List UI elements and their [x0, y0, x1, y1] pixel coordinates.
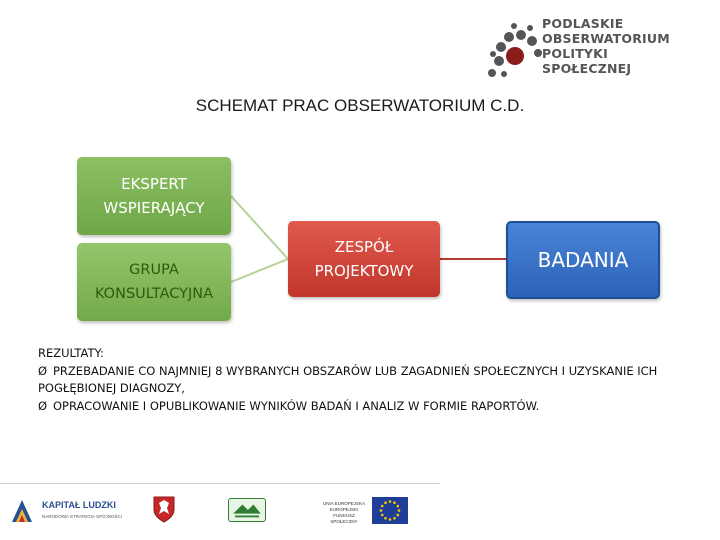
results-heading: REZULTATY: [38, 346, 104, 360]
results-item-text: OPRACOWANIE I OPUBLIKOWANIE WYNIKÓW BADAŃ I ANALIZ W FORMIE RAPORTÓW. [53, 398, 540, 413]
connector-ekspert-to-zespol [231, 196, 288, 259]
logo-line: SPOŁECZNEJ [542, 61, 632, 76]
podlaskie-crest-icon [152, 495, 176, 523]
box-grupa-konsultacyjna [77, 243, 231, 321]
connector-grupa-to-zespol [231, 259, 288, 282]
box-label: GRUPA KONSULTACYJNA [94, 262, 214, 302]
regional-office-logo-icon [228, 498, 266, 522]
kapital-ludzki-title: KAPITAŁ LUDZKI [42, 500, 116, 510]
results-item [38, 363, 678, 398]
box-zespol-projektowy [288, 221, 440, 297]
eu-logo-text: UNIA EUROPEJSKA EUROPEJSKI FUNDUSZ SPOŁECZNY [322, 501, 365, 524]
bullet-arrow-icon: Ø [38, 363, 48, 378]
box-badania [506, 221, 660, 299]
results-item [38, 398, 678, 416]
results-item-text: PRZEBADANIE CO NAJMNIEJ 8 WYBRANYCH OBSZARÓW LUB ZAGADNIEŃ SPOŁECZNYCH I UZYSKANIE ICH POGŁĘBIONEJ DIAGNOZY, [38, 363, 658, 395]
eu-logo [320, 497, 410, 527]
footer-divider [0, 483, 440, 484]
kapital-ludzki-logo-icon [8, 496, 36, 526]
box-ekspert-wspierajacy [77, 157, 231, 235]
results-section [38, 345, 678, 415]
logo-line: POLITYKI [542, 46, 608, 61]
kapital-ludzki-logo [8, 496, 123, 526]
eu-flag-icon [372, 497, 408, 524]
slide-title: SCHEMAT PRAC OBSERWATORIUM C.D. [195, 96, 525, 115]
kapital-ludzki-subtitle: NARODOWA STRATEGIA SPÓJNOŚCI [42, 514, 123, 519]
box-label: BADANIA [537, 248, 629, 272]
logo-line: PODLASKIE [542, 16, 624, 31]
box-label: EKSPERT WSPIERAJĄCY [103, 175, 205, 217]
logo-line: OBSERWATORIUM [542, 31, 670, 46]
bullet-arrow-icon: Ø [38, 398, 48, 413]
box-label: ZESPÓŁ PROJEKTOWY [314, 238, 414, 280]
